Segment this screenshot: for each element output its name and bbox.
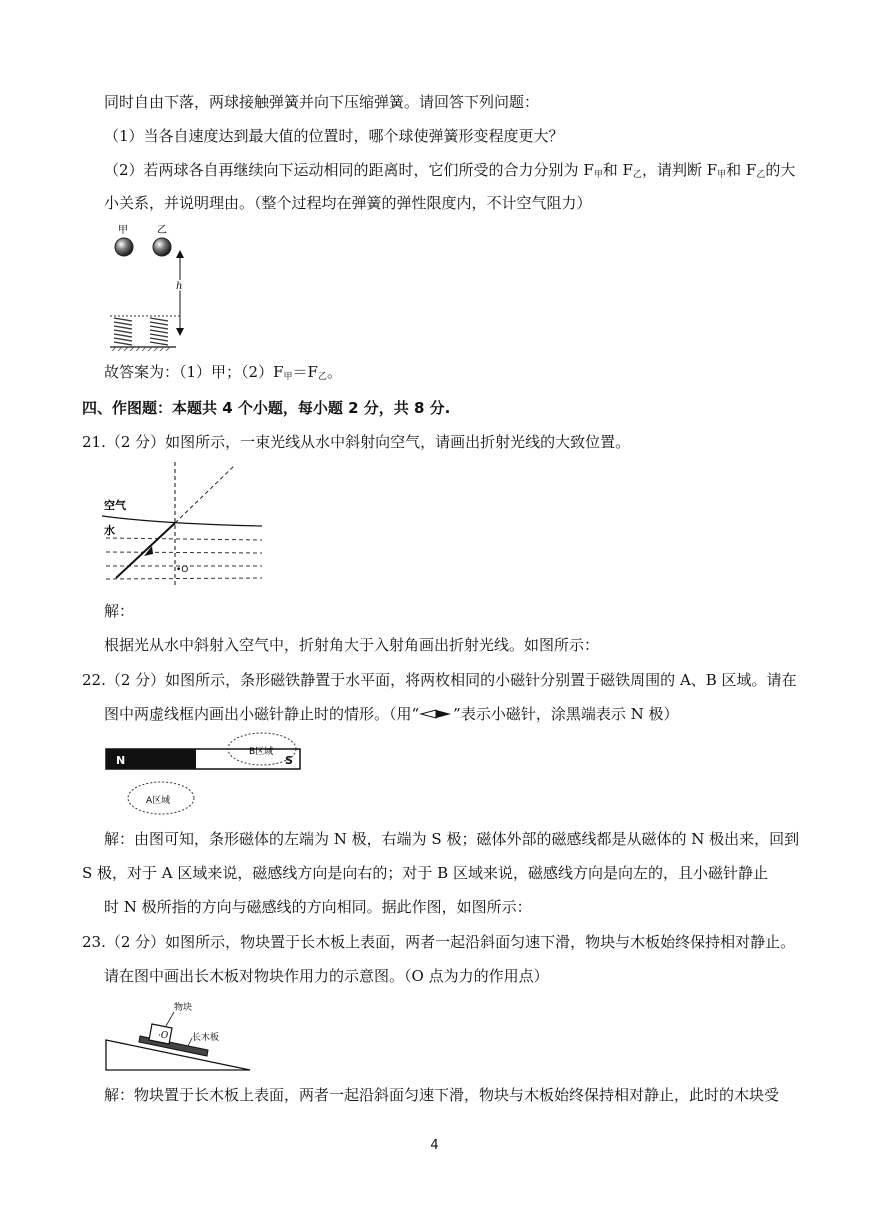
zone-a-label: A区域 (146, 796, 171, 806)
answer-22: 解：由图可知，条形磁体的左端为 N 极，右端为 S 极；磁体外部的磁感线都是从磁体的 N 极出来，回到 (104, 830, 800, 848)
zone-b-figure (226, 729, 298, 769)
ball-jia-label: 甲 (118, 225, 128, 236)
n-label: N (116, 754, 126, 767)
text-line: 同时自由下落，两球接触弹簧并向下压缩弹簧。请回答下列问题： (104, 93, 540, 111)
incident-ray (116, 523, 175, 578)
question-21: 21.（2 分）如图所示，一束光线从水中斜射向空气，请画出折射光线的大致位置。 (82, 433, 631, 451)
ball-jia (115, 238, 133, 256)
air-label: 空气 (104, 499, 126, 512)
ground-hatch (112, 347, 170, 351)
answer-22-cont: 时 N 极所指的方向与磁感线的方向相同。据此作图，如图所示： (104, 898, 532, 916)
question-2: （2）若两球各自再继续向下运动相同的距离时，它们所受的合力分别为 $F_甲$和 $F_乙$，请判断 $F_甲$和 $F_乙$的大 (104, 161, 796, 180)
water-label: 水 (104, 524, 115, 537)
ball-yi (153, 238, 171, 256)
question-1: （1）当各自速度达到最大值的位置时，哪个球使弹簧形变程度更大？ (104, 127, 564, 145)
s-label: S (285, 754, 293, 767)
point-o-label: •O (176, 565, 189, 575)
page-number: 4 (430, 1138, 439, 1153)
answer-21: 根据光从水中斜射入空气中，折射角大于入射角画出折射光线。如图所示： (104, 636, 600, 654)
refraction-figure (102, 460, 264, 586)
question-23-cont: 请在图中画出长木板对物块作用力的示意图。（O 点为力的作用点） (104, 967, 549, 985)
point-o-label: ·O (158, 1031, 169, 1041)
question-22-cont: 图中两虚线框内画出小磁针静止时的情形。（用“ ”表示小磁针，涂黑端表示 N 极） (104, 705, 679, 723)
ball-yi-label: 乙 (157, 225, 167, 236)
spring-right (150, 318, 168, 345)
text-line: 小关系，并说明理由。（整个过程均在弹簧的弹性限度内，不计空气阻力） (104, 194, 592, 212)
zone-b-label: B区域 (249, 747, 274, 757)
solution-label: 解： (104, 602, 135, 620)
compass-needle-icon (419, 708, 453, 720)
answer-22-cont: S 极，对于 A 区域来说，磁感线方向是向右的；对于 B 区域来说，磁感线方向是向左的，且小磁针静止 (82, 864, 768, 882)
balls-springs-figure (110, 222, 200, 352)
block-label: 物块 (174, 1003, 193, 1013)
height-label: h (176, 281, 183, 292)
question-22: 22.（2 分）如图所示，条形磁铁静置于水平面，将两枚相同的小磁针分别置于磁铁周围的 A、B 区域。请在 (82, 671, 797, 689)
incline-figure (104, 998, 254, 1072)
board-label: 长木板 (192, 1033, 220, 1043)
reference-line (175, 465, 235, 523)
spring-left (114, 318, 132, 345)
question-23: 23.（2 分）如图所示，物块置于长木板上表面，两者一起沿斜面匀速下滑，物块与木板始终保持相对静止。 (82, 933, 796, 951)
answer-line: 故答案为：（1）甲；$(2)F_甲=F_乙$。 (104, 363, 342, 382)
answer-23: 解：物块置于长木板上表面，两者一起沿斜面匀速下滑，物块与木板始终保持相对静止，此时的木块受 (104, 1086, 780, 1104)
section-heading: 四、作图题：本题共 4 个小题，每小题 2 分，共 8 分. (82, 399, 451, 417)
water-surface (102, 516, 262, 526)
